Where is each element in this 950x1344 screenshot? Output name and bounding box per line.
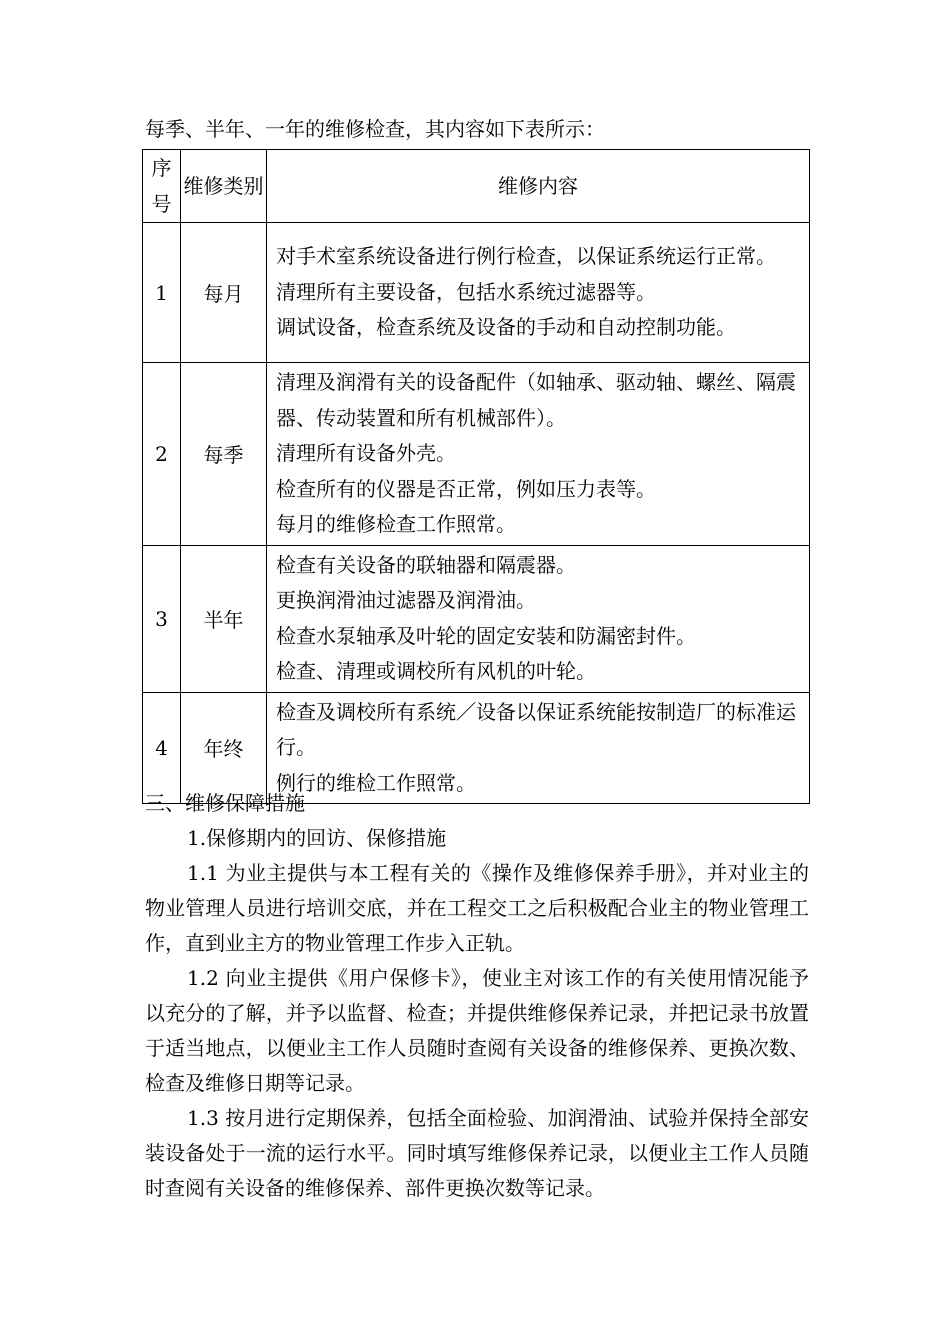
row-maintenance-content bbox=[267, 223, 810, 363]
row-serial-number: 4 bbox=[143, 692, 181, 804]
row-maintenance-type: 半年 bbox=[181, 545, 267, 692]
row-maintenance-type: 每季 bbox=[181, 363, 267, 546]
paragraph: 1.3 按月进行定期保养，包括全面检验、加润滑油、试验并保持全部安装设备处于一流的运行水平。同时填写维修保养记录，以便业主工作人员随时查阅有关设备的维修保养、部件更换次数等记录。 bbox=[145, 1106, 809, 1200]
section-subheading: 1.保修期内的回访、保修措施 bbox=[187, 826, 447, 850]
row-serial-number: 1 bbox=[143, 223, 181, 363]
row-maintenance-type: 年终 bbox=[181, 692, 267, 804]
table-row bbox=[143, 363, 810, 546]
table-row bbox=[143, 545, 810, 692]
content-item: 检查水泵轴承及叶轮的固定安装和防漏密封件。 bbox=[276, 623, 696, 648]
header-serial-number: 序号 bbox=[143, 150, 181, 223]
content-item: 更换润滑油过滤器及润滑油。 bbox=[276, 588, 536, 612]
content-item: 清理所有主要设备，包括水系统过滤器等。 bbox=[276, 279, 656, 304]
row-maintenance-content bbox=[267, 545, 810, 692]
table-header-row bbox=[143, 150, 810, 223]
table-row bbox=[143, 223, 810, 363]
content-item: 检查及调校所有系统／设备以保证系统能按制造厂的标准运行。 bbox=[276, 699, 796, 759]
row-maintenance-type: 每月 bbox=[181, 223, 267, 363]
content-item: 检查所有的仪器是否正常，例如压力表等。 bbox=[276, 476, 656, 501]
section-body bbox=[145, 786, 809, 1206]
content-item: 清理所有设备外壳。 bbox=[276, 441, 456, 465]
content-item: 每月的维修检查工作照常。 bbox=[276, 512, 516, 536]
row-maintenance-content bbox=[267, 363, 810, 546]
header-maintenance-type: 维修类别 bbox=[181, 150, 267, 223]
maintenance-table bbox=[142, 149, 810, 804]
content-item: 检查、清理或调校所有风机的叶轮。 bbox=[276, 659, 596, 683]
row-serial-number: 3 bbox=[143, 545, 181, 692]
intro-text: 每季、半年、一年的维修检查，其内容如下表所示： bbox=[145, 117, 605, 141]
content-item: 例行的维检工作照常。 bbox=[276, 770, 476, 795]
section-heading: 三、维修保障措施 bbox=[145, 791, 305, 815]
header-maintenance-content: 维修内容 bbox=[267, 150, 810, 223]
content-item: 清理及润滑有关的设备配件（如轴承、驱动轴、螺丝、隔震器、传动装置和所有机械部件）。 bbox=[276, 370, 796, 430]
content-item: 调试设备，检查系统及设备的手动和自动控制功能。 bbox=[276, 315, 736, 340]
content-item: 检查有关设备的联轴器和隔震器。 bbox=[276, 552, 576, 577]
row-serial-number: 2 bbox=[143, 363, 181, 546]
content-item: 对手术室系统设备进行例行检查，以保证系统运行正常。 bbox=[276, 244, 776, 269]
paragraph: 1.2 向业主提供《用户保修卡》，使业主对该工作的有关使用情况能予以充分的了解，并予以监督、检查；并提供维修保养记录，并把记录书放置于适当地点，以便业主工作人员随时查阅有关设备的维修保养、更换次数、检查及维修日期等记录。 bbox=[145, 966, 809, 1095]
paragraph: 1.1 为业主提供与本工程有关的《操作及维修保养手册》，并对业主的物业管理人员进行培训交底，并在工程交工之后积极配合业主的物业管理工作，直到业主方的物业管理工作步入正轨。 bbox=[145, 861, 809, 955]
